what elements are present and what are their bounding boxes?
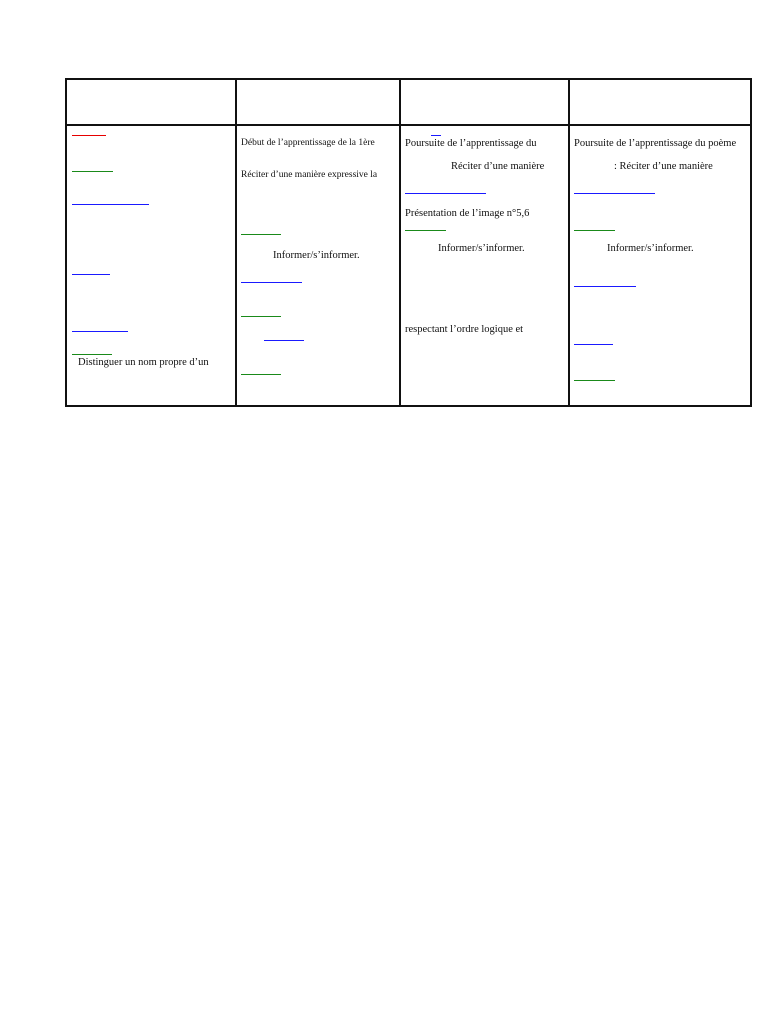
header-cell-4 (570, 80, 752, 124)
cell-text-line: Début de l’apprentissage de la 1ère (241, 138, 375, 148)
table-cell-col-1 (67, 126, 235, 405)
blue-underline-mark (405, 193, 486, 194)
cell-text-line: respectant l’ordre logique et (405, 324, 524, 335)
table-cell-col-2 (237, 126, 399, 405)
blue-underline-mark (574, 193, 655, 194)
cell-text-line: Informer/s’informer. (607, 243, 694, 254)
cell-text-line: : Réciter d’une manière (614, 161, 713, 172)
blue-underline-mark (431, 135, 441, 136)
blue-underline-mark (72, 204, 149, 205)
lesson-table (65, 78, 752, 407)
cell-text-line: Réciter d’une manière (451, 161, 545, 172)
blue-underline-mark (241, 282, 302, 283)
blue-underline-mark (264, 340, 304, 341)
cell-text-line: Informer/s’informer. (273, 250, 360, 261)
green-underline-mark (405, 230, 446, 231)
blue-underline-mark (574, 286, 636, 287)
table-cell-col-4 (570, 126, 752, 405)
green-underline-mark (241, 234, 281, 235)
header-cell-2 (237, 80, 399, 124)
green-underline-mark (241, 374, 281, 375)
header-cell-1 (67, 80, 235, 124)
cell-text-line: Présentation de l’image n°5,6 (405, 208, 530, 219)
green-underline-mark (72, 171, 113, 172)
blue-underline-mark (72, 331, 128, 332)
red-underline-mark (72, 135, 106, 136)
cell-text-line: Distinguer un nom propre d’un (78, 357, 209, 368)
green-underline-mark (574, 380, 615, 381)
header-cell-3 (401, 80, 568, 124)
green-underline-mark (72, 354, 112, 355)
cell-text-line: Informer/s’informer. (438, 243, 525, 254)
cell-text-line: Réciter d’une manière expressive la (241, 170, 378, 180)
green-underline-mark (241, 316, 281, 317)
green-underline-mark (574, 230, 615, 231)
blue-underline-mark (72, 274, 110, 275)
cell-text-line: Poursuite de l’apprentissage du poème (574, 138, 737, 149)
cell-text-line: Poursuite de l’apprentissage du (405, 138, 537, 149)
blue-underline-mark (574, 344, 613, 345)
table-cell-col-3 (401, 126, 568, 405)
